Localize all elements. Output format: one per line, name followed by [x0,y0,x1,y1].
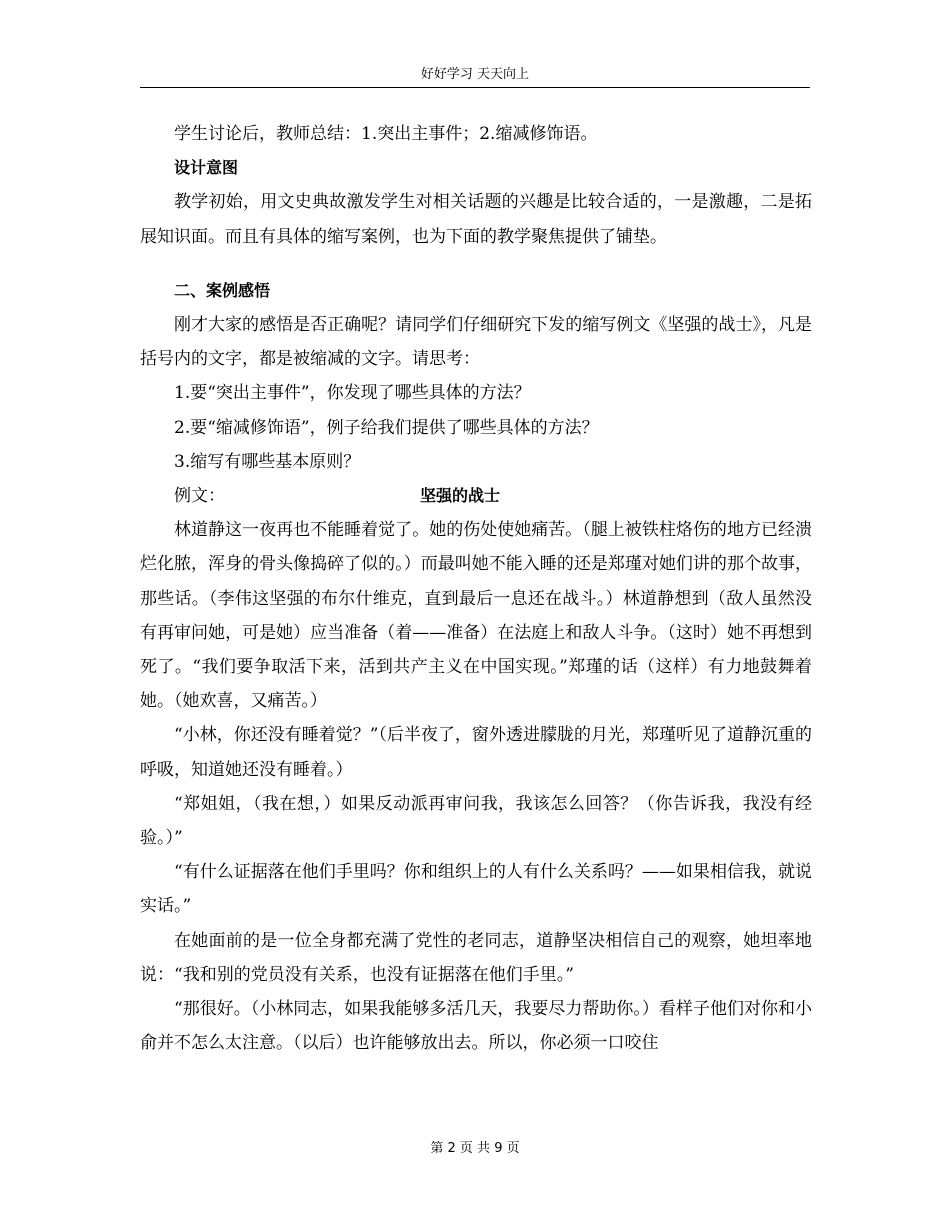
example-paragraph-3: “郑姐姐，（我在想，）如果反动派再审问我，我该怎么回答？（你告诉我，我没有经验。）” [140,793,812,849]
page-header [140,68,810,88]
question-2: 2.要“缩减修饰语”，例子给我们提供了哪些具体的方法？ [174,417,599,438]
example-paragraph-5: 在她面前的是一位全身都充满了党性的老同志，道静坚决相信自己的观察，她坦率地说：“我和别的党员没有关系，也没有证据落在他们手里。” [140,930,812,985]
example-label: 例文： [174,486,225,507]
page-number: 第 2 页 共 9 页 [430,1141,520,1156]
example-line [140,479,812,513]
paragraph-case-intro: 刚才大家的感悟是否正确呢？请同学们仔细研究下发的缩写例文《坚强的战士》，凡是括号内的文字，都是被缩减的文字。请思考： [140,315,812,370]
document-body [140,117,812,1060]
question-1: 1.要“突出主事件”，你发现了哪些具体的方法？ [174,383,531,404]
example-paragraph-6: “那很好。（小林同志，如果我能够多活几天，我要尽力帮助你。）看样子他们对你和小俞并不怎么太注意。（以后）也许能够放出去。所以，你必须一口咬住 [140,999,812,1054]
example-title: 坚强的战士 [420,486,501,506]
section-gap [140,254,812,274]
example-paragraph-2: “小林，你还没有睡着觉？”（后半夜了，窗外透进朦胧的月光，郑瑾听见了道静沉重的呼吸，知道她还没有睡着。） [140,725,812,780]
heading-case-study: 二、案例感悟 [174,280,271,300]
question-3: 3.缩写有哪些基本原则？ [174,451,361,472]
heading-design-intent: 设计意图 [174,158,239,178]
paragraph-teacher-summary: 学生讨论后，教师总结：1.突出主事件；2.缩减修饰语。 [174,124,598,144]
example-paragraph-1: 林道静这一夜再也不能睡着觉了。她的伤处使她痛苦。（腿上被铁柱烙伤的地方已经溃烂化脓，浑身的骨头像捣碎了似的。）而最叫她不能入睡的还是郑瑾对她们讲的那个故事，那些话。（李伟这坚强的布尔什维克，直到最后一息还在战斗。）林道静想到（敌人虽然没有再审问她，可是她）应当准备（着——准备）在法庭上和敌人斗争。（这时）她不再想到死了。“我们要争取活下来，活到共产主义在中国实现。”郑瑾的话（这样）有力地鼓舞着她。（她欢喜，又痛苦。） [140,520,812,712]
paragraph-design-intent: 教学初始，用文史典故激发学生对相关话题的兴趣是比较合适的，一是激趣，二是拓展知识面。而且有具体的缩写案例，也为下面的教学聚焦提供了铺垫。 [140,192,812,247]
page-footer [0,1137,950,1156]
example-paragraph-4: “有什么证据落在他们手里吗？你和组织上的人有什么关系吗？——如果相信我，就说实话。” [140,862,812,917]
header-text: 好好学习 天天向上 [420,67,530,82]
